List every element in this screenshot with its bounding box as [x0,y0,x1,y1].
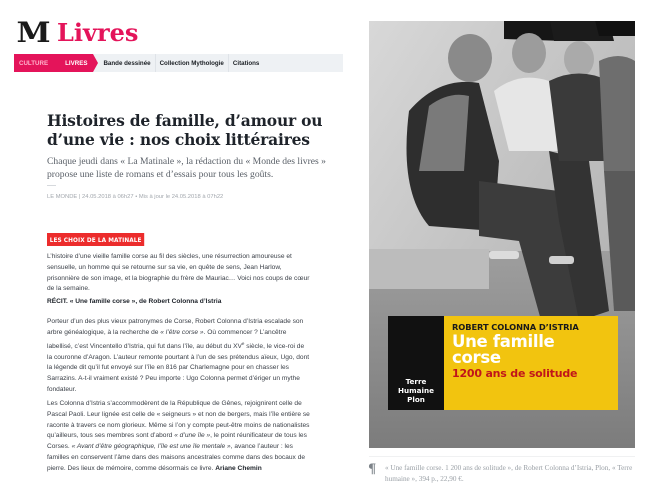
text: . Où commencer ? L’ancêtre labellisé, c’est Vincentello d’Istria, qui fut dans l’île, au début du XV [47,328,287,350]
book-title-line: corse [452,348,501,367]
article-intro: L’histoire d’une vieille famille corse au fil des siècles, une résurrection amoureuse et sensuelle, un homme qui se retourne sur sa vie, en quête de sens, Jean Harlow, prisonnière de son image, et la biographie du frère de Mauriac… Voici nos coups de cœur de la semaine. [47,253,310,293]
quote: « l’être corse » [160,328,204,336]
nav-link-bande-dessinee[interactable]: Bande dessinée [99,54,155,72]
publisher-line: Terre [405,377,427,386]
book-author: ROBERT COLONNA D’ISTRIA [452,322,579,332]
book-title-line: Une famille [452,332,555,351]
publisher-line: Humaine [398,386,434,395]
quote: « d’une île » [174,432,211,440]
publisher-block [388,316,444,410]
article-lead: Chaque jeudi dans « La Matinale », la rédaction du « Monde des livres » propose une liste de romans et d’essais pour tous les goûts. [47,156,326,180]
section-title: Livres [57,18,139,47]
nav-link-collection-mythologie[interactable]: Collection Mythologie [156,54,229,72]
article-meta: LE MONDE | 24.05.2018 à 06h27 • Mis à jour le 24.05.2018 à 07h22 [47,194,224,200]
article-title: Histoires de famille, d’amour ou d’une vie : nos choix littéraires [47,111,323,149]
article-subhead: RÉCIT. « Une famille corse », de Robert Colonna d’Istria [47,298,222,305]
image-caption: « Une famille corse. 1 200 ans de solitude », de Robert Colonna d’Istria, Plon, « Terre humaine », 394 p., 22,90 €. [385,464,633,483]
article-paragraph [47,317,311,396]
superscript: e [241,340,245,346]
title-block [444,316,618,410]
section-nav [14,54,343,72]
site-logo[interactable] [18,18,138,48]
book-title [452,334,610,366]
nav-link-citations[interactable]: Citations [232,59,260,67]
quote: « Avant d’être géographique, l’île est une île mentale » [71,443,231,451]
caption-divider [369,456,635,457]
pilcrow-icon: ¶ [368,462,377,477]
text: , le point réunificateur de tous les Corses. [47,432,307,451]
publisher-line: Plon [407,395,425,404]
article-paragraph [47,399,311,475]
article-author: Ariane Chemin [215,464,262,472]
section-tag[interactable]: LES CHOIX DE LA MATINALE [47,233,144,246]
book-cover-image[interactable] [369,21,635,448]
text: siècle, le vice-roi de la couronne d’Aragon. L’auteur remonte pourtant à l’un de ses prétendus aïeux, Ugo, dont la légende dit qu’il fut envoyé sur l’île en 816 par Charlemagne pour en chasser les Sarrazins. A-t-il vraiment existé ? Peu importe : Ugo Colonna permet d’ériger un mythe fondateur. [47,342,310,393]
divider [47,185,56,186]
le-monde-logo-mark: M [16,16,49,49]
breadcrumb-livres[interactable]: LIVRES [58,54,93,72]
breadcrumb-culture[interactable]: CULTURE [14,54,58,72]
text: Porteur d’un des plus vieux patronymes de Corse, Robert Colonna d’Istria escalade son arbre généalogique, à la recherche de [47,318,304,336]
text: Les Colonna d’Istria s’accommodèrent de la République de Gênes, rejoignirent celle de Pascal Paoli. Leur lignée est celle de « seigneurs » et non de bergers, mais l’île entière se raconte à travers ce nom glorieux. Même si l’on y compte peut-être moins de nationalistes qu’ailleurs, tous ses membres sont d’abord [47,400,310,440]
text: , avance l’auteur : les familles en conservent l’âme dans des maisons ancestrales comme dans des bocaux de pierre. Des lieux de mémoire, comme désormais ce livre. [47,443,306,472]
book-subtitle: 1200 ans de solitude [452,367,578,380]
